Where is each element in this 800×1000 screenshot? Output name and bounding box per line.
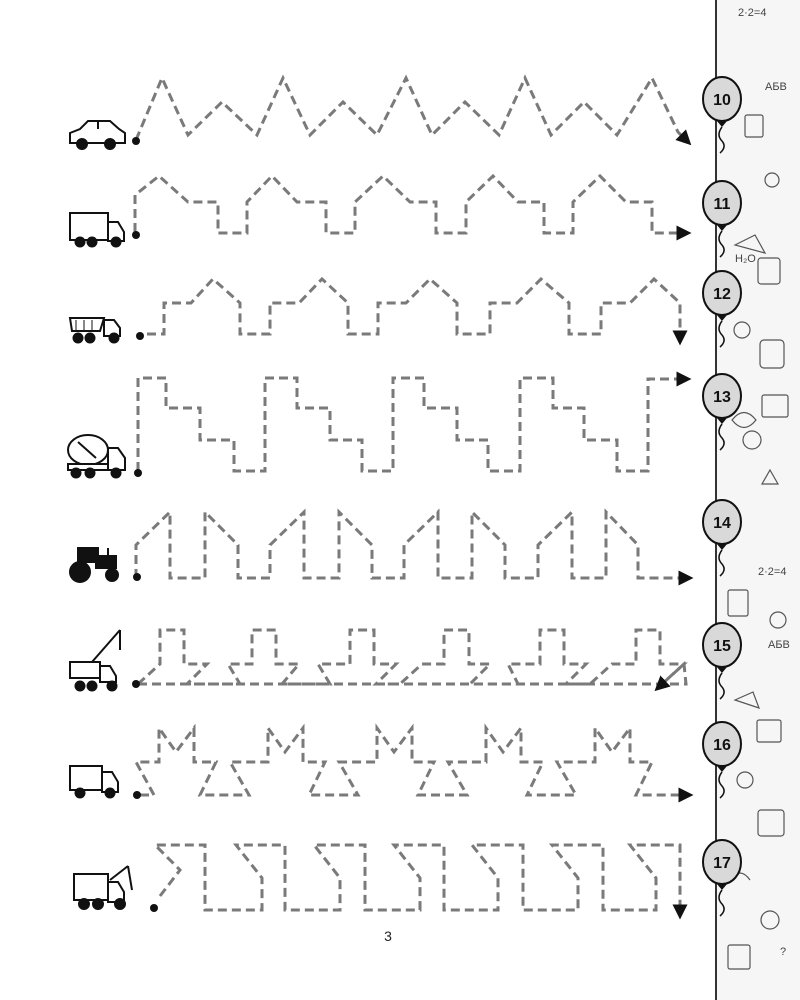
trace-path-10[interactable] [136,78,686,140]
start-dot[interactable] [133,573,141,581]
balloon-number: 13 [713,389,731,406]
doodle-text: АБВ [765,81,787,93]
dump-truck-icon [70,318,120,343]
start-dot[interactable] [133,791,141,799]
start-dot[interactable] [136,332,144,340]
balloon-number: 14 [713,515,731,532]
doodle-text: 2·2=4 [738,7,767,19]
crane-truck-icon [70,630,120,691]
start-dot[interactable] [132,231,140,239]
trace-path-12[interactable] [147,279,680,338]
balloon-number: 17 [713,855,731,872]
start-dot[interactable] [150,904,158,912]
doodle-text: H₂O [735,253,756,265]
trace-path-13[interactable] [138,378,684,471]
start-dot[interactable] [132,680,140,688]
doodle-text: ? [780,946,787,958]
start-dot[interactable] [134,469,142,477]
doodle-text: 2·2=4 [758,566,787,578]
trace-path-17[interactable] [155,845,680,912]
trace-path-11[interactable] [135,176,684,233]
car-icon [70,121,125,149]
doodle-text: АБВ [768,639,790,651]
page-number: 3 [384,928,392,944]
truck-icon [70,213,124,247]
balloon-number: 16 [713,737,731,754]
balloon-number: 10 [713,92,731,109]
tractor-icon [70,548,118,582]
balloon-number: 12 [713,286,731,303]
trace-path-14[interactable] [136,512,686,578]
van-truck-icon [70,766,118,798]
balloon-number: 15 [713,638,731,655]
trace-path-16[interactable] [136,728,686,795]
cement-mixer-icon [68,435,125,478]
tow-truck-icon [74,866,132,909]
start-dot[interactable] [132,137,140,145]
trace-path-15a[interactable] [138,630,684,684]
balloon-number: 11 [713,196,731,213]
trace-path-15b[interactable] [138,664,686,686]
